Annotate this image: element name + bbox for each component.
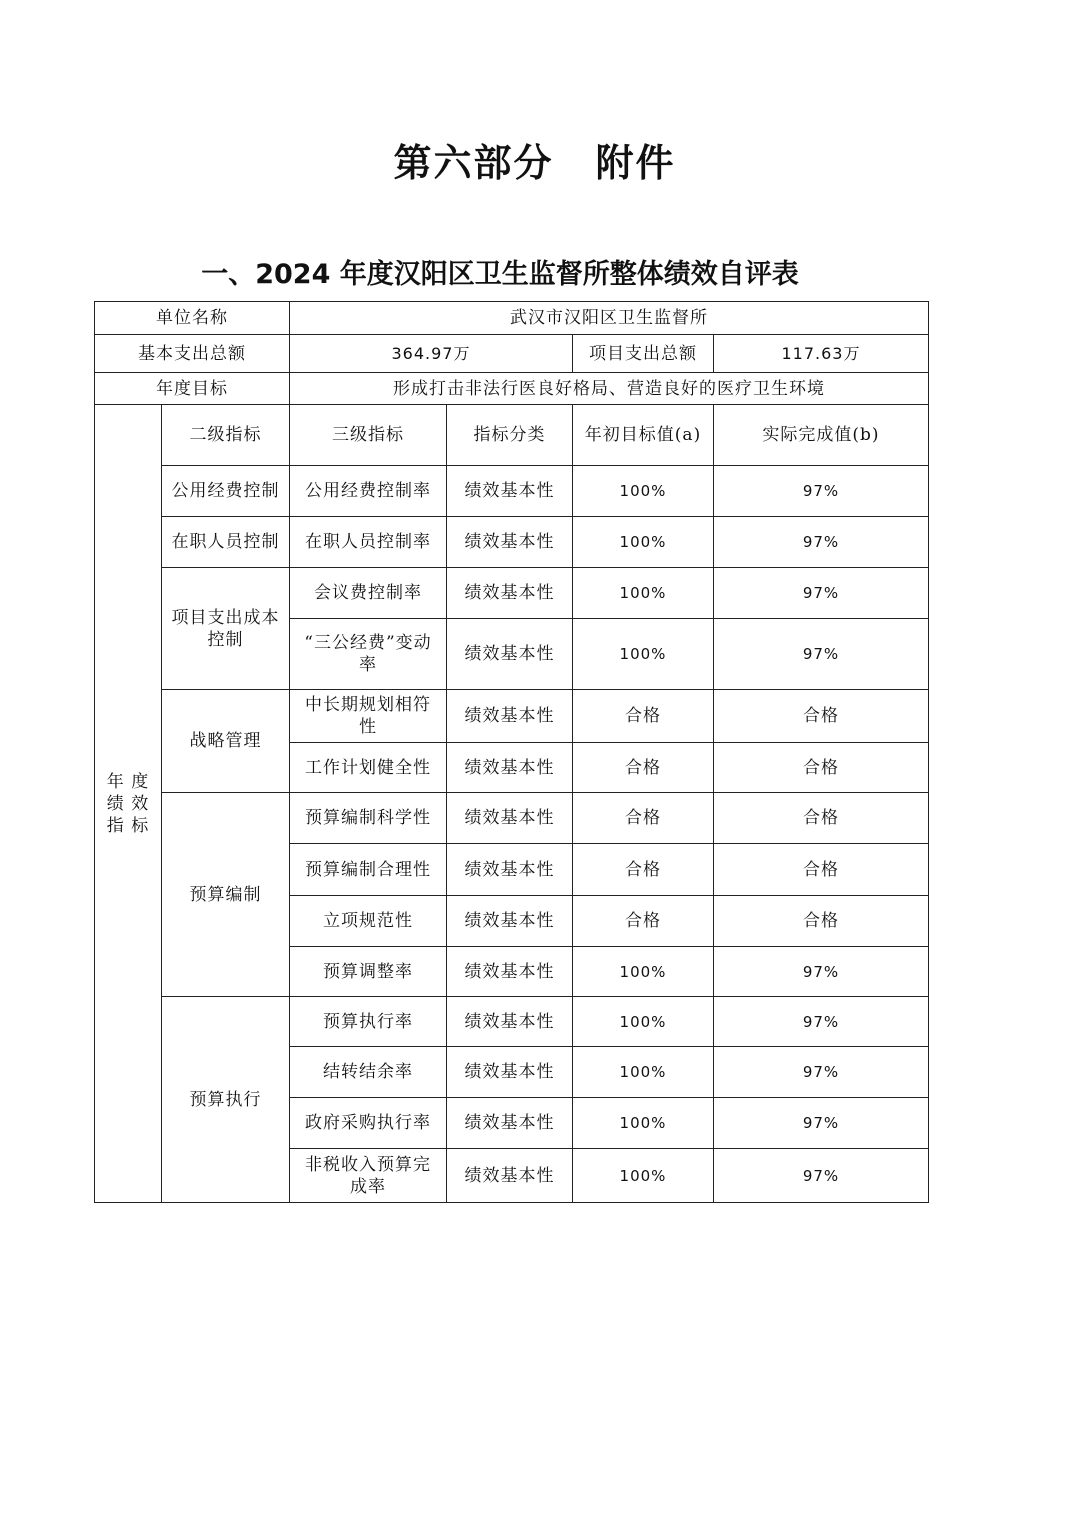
second-level-indicator: 公用经费控制 [162, 466, 290, 517]
annual-goal-label: 年度目标 [95, 373, 290, 405]
target-value: 100% [573, 517, 714, 568]
second-level-indicator: 预算执行 [162, 997, 290, 1203]
indicator-category: 绩效基本性 [447, 690, 573, 743]
indicator-category: 绩效基本性 [447, 568, 573, 619]
actual-value: 97% [714, 568, 929, 619]
target-value: 合格 [573, 743, 714, 793]
basic-expense-label: 基本支出总额 [95, 335, 290, 373]
indicator-category: 绩效基本性 [447, 896, 573, 947]
target-value: 100% [573, 1047, 714, 1098]
target-value: 合格 [573, 690, 714, 743]
indicator-category: 绩效基本性 [447, 947, 573, 997]
evaluation-table [94, 301, 929, 1203]
annual-goal-value: 形成打击非法行医良好格局、营造良好的医疗卫生环境 [290, 373, 929, 405]
table-row [95, 466, 929, 517]
annual-indicator-side-label [95, 405, 162, 1203]
part-title [0, 132, 1069, 187]
table-row [95, 793, 929, 844]
actual-value: 97% [714, 947, 929, 997]
table-row [95, 568, 929, 619]
unit-value: 武汉市汉阳区卫生监督所 [290, 302, 929, 335]
part-title-main: 第六部分 [393, 141, 554, 185]
actual-value: 97% [714, 517, 929, 568]
column-header: 实际完成值(b) [714, 405, 929, 466]
part-title-sub: 附件 [595, 141, 676, 185]
actual-value: 合格 [714, 690, 929, 743]
actual-value: 合格 [714, 793, 929, 844]
indicator-category: 绩效基本性 [447, 1149, 573, 1203]
indicator-category: 绩效基本性 [447, 466, 573, 517]
actual-value: 合格 [714, 743, 929, 793]
third-level-indicator: 立项规范性 [290, 896, 447, 947]
table-row [95, 517, 929, 568]
third-level-indicator: 工作计划健全性 [290, 743, 447, 793]
indicator-category: 绩效基本性 [447, 793, 573, 844]
target-value: 合格 [573, 844, 714, 896]
indicator-category: 绩效基本性 [447, 517, 573, 568]
table-title: 一、2024 年度汉阳区卫生监督所整体绩效自评表 [201, 259, 799, 290]
side-label-line: 年 度 [106, 771, 150, 792]
target-value: 100% [573, 1149, 714, 1203]
third-level-indicator: 政府采购执行率 [290, 1098, 447, 1149]
unit-row [95, 302, 929, 335]
table-row [95, 997, 929, 1047]
target-value: 合格 [573, 793, 714, 844]
second-level-indicator: 战略管理 [162, 690, 290, 793]
indicator-category: 绩效基本性 [447, 1047, 573, 1098]
column-header: 指标分类 [447, 405, 573, 466]
table-row [95, 690, 929, 743]
indicator-category: 绩效基本性 [447, 619, 573, 690]
basic-expense-value: 364.97万 [290, 335, 573, 373]
third-level-indicator: 预算调整率 [290, 947, 447, 997]
unit-label: 单位名称 [95, 302, 290, 335]
actual-value: 97% [714, 1098, 929, 1149]
target-value: 100% [573, 1098, 714, 1149]
third-level-indicator: 公用经费控制率 [290, 466, 447, 517]
indicator-category: 绩效基本性 [447, 743, 573, 793]
third-level-indicator: 结转结余率 [290, 1047, 447, 1098]
third-level-indicator: 预算执行率 [290, 997, 447, 1047]
actual-value: 97% [714, 619, 929, 690]
third-level-indicator: 预算编制合理性 [290, 844, 447, 896]
column-header: 二级指标 [162, 405, 290, 466]
actual-value: 合格 [714, 896, 929, 947]
indicator-category: 绩效基本性 [447, 997, 573, 1047]
indicator-category: 绩效基本性 [447, 1098, 573, 1149]
actual-value: 97% [714, 1149, 929, 1203]
budget-row [95, 335, 929, 373]
target-value: 合格 [573, 896, 714, 947]
third-level-indicator: 在职人员控制率 [290, 517, 447, 568]
third-level-indicator: 预算编制科学性 [290, 793, 447, 844]
target-value: 100% [573, 619, 714, 690]
column-header: 三级指标 [290, 405, 447, 466]
target-value: 100% [573, 947, 714, 997]
target-value: 100% [573, 568, 714, 619]
project-expense-value: 117.63万 [714, 335, 929, 373]
third-level-indicator: 中长期规划相符性 [290, 690, 447, 743]
actual-value: 97% [714, 1047, 929, 1098]
actual-value: 合格 [714, 844, 929, 896]
indicator-category: 绩效基本性 [447, 844, 573, 896]
column-header: 年初目标值(a) [573, 405, 714, 466]
third-level-indicator: 非税收入预算完成率 [290, 1149, 447, 1203]
second-level-indicator: 预算编制 [162, 793, 290, 997]
target-value: 100% [573, 997, 714, 1047]
second-level-indicator: 在职人员控制 [162, 517, 290, 568]
side-label-line: 指 标 [106, 815, 150, 836]
header-row [95, 405, 929, 466]
actual-value: 97% [714, 997, 929, 1047]
second-level-indicator: 项目支出成本控制 [162, 568, 290, 690]
actual-value: 97% [714, 466, 929, 517]
third-level-indicator: 会议费控制率 [290, 568, 447, 619]
goal-row [95, 373, 929, 405]
side-label-line: 绩 效 [106, 793, 150, 814]
target-value: 100% [573, 466, 714, 517]
project-expense-label: 项目支出总额 [573, 335, 714, 373]
third-level-indicator: “三公经费”变动率 [290, 619, 447, 690]
